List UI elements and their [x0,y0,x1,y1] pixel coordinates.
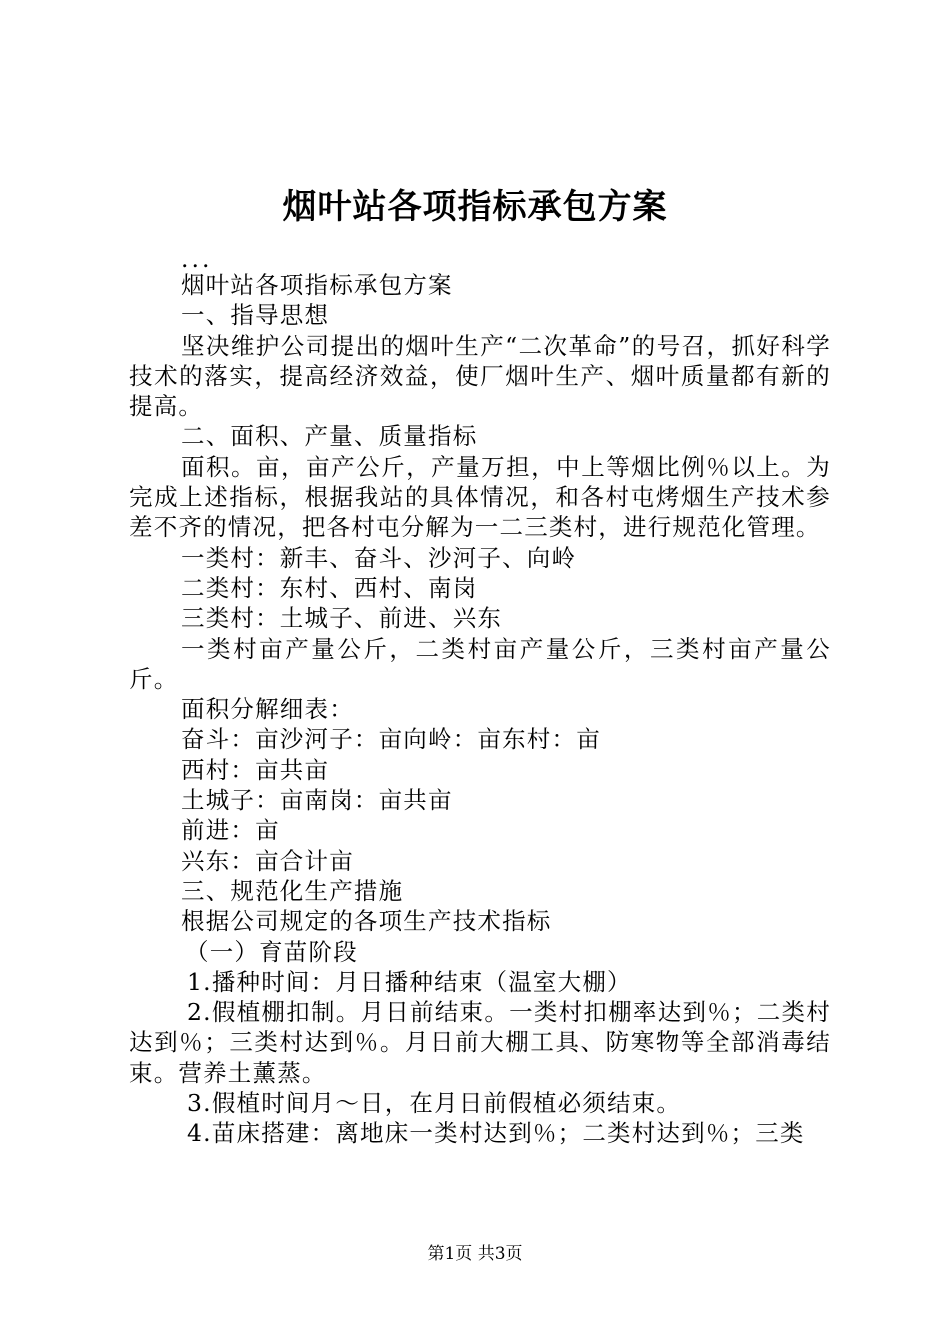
village-class-2: 二类村：东村、西村、南岗 [181,573,478,602]
numbered-item-2: 2.假植棚扣制。月日前结束。一类村扣棚率达到％；二类村达到％；三类村达到％。月日前大棚工具、防寒物等全部消毒结束。营养土薰蒸。 [129,998,831,1087]
numbered-item-4: 4.苗床搭建：离地床一类村达到％；二类村达到％；三类 [187,1119,805,1148]
document-title: 烟叶站各项指标承包方案 [282,187,668,227]
section-heading-1: 一、指导思想 [181,301,330,330]
subsection-heading-seedling: （一）育苗阶段 [185,937,358,966]
page-number-footer: 第1页 共3页 [427,1244,523,1264]
ellipsis-line: ... [181,245,213,273]
numbered-item-3: 3.假植时间月～日，在月日前假植必须结束。 [187,1089,682,1118]
area-breakdown-heading: 面积分解细表： [181,695,354,724]
section-heading-3: 三、规范化生产措施 [181,876,404,905]
section-heading-2: 二、面积、产量、质量指标 [181,422,478,451]
area-breakdown-line: 奋斗：亩沙河子：亩向岭：亩东村：亩 [181,725,601,754]
paragraph-area-yield: 面积。亩，亩产公斤，产量万担，中上等烟比例％以上。为完成上述指标，根据我站的具体情况，和各村屯烤烟生产技术参差不齐的情况，把各村屯分解为一二三类村，进行规范化管理。 [129,452,831,542]
village-class-3: 三类村：土城子、前进、兴东 [181,604,503,633]
village-class-1: 一类村：新丰、奋斗、沙河子、向岭 [181,543,577,572]
area-breakdown-line: 西村：亩共亩 [181,755,330,784]
paragraph-subtitle: 烟叶站各项指标承包方案 [181,271,453,299]
area-breakdown-line: 土城子：亩南岗：亩共亩 [181,786,453,815]
document-body [129,245,831,1149]
numbered-item-1: 1.播种时间：月日播种结束（温室大棚） [187,967,632,996]
paragraph-tech-standards: 根据公司规定的各项生产技术指标 [181,907,552,936]
paragraph-yield-per-class: 一类村亩产量公斤，二类村亩产量公斤，三类村亩产量公斤。 [129,634,831,693]
area-breakdown-line: 兴东：亩合计亩 [181,846,354,875]
area-breakdown-line: 前进：亩 [181,816,280,845]
paragraph-guiding-thought: 坚决维护公司提出的烟叶生产“二次革命”的号召，抓好科学技术的落实，提高经济效益，使厂烟叶生产、烟叶质量都有新的提高。 [129,331,831,421]
